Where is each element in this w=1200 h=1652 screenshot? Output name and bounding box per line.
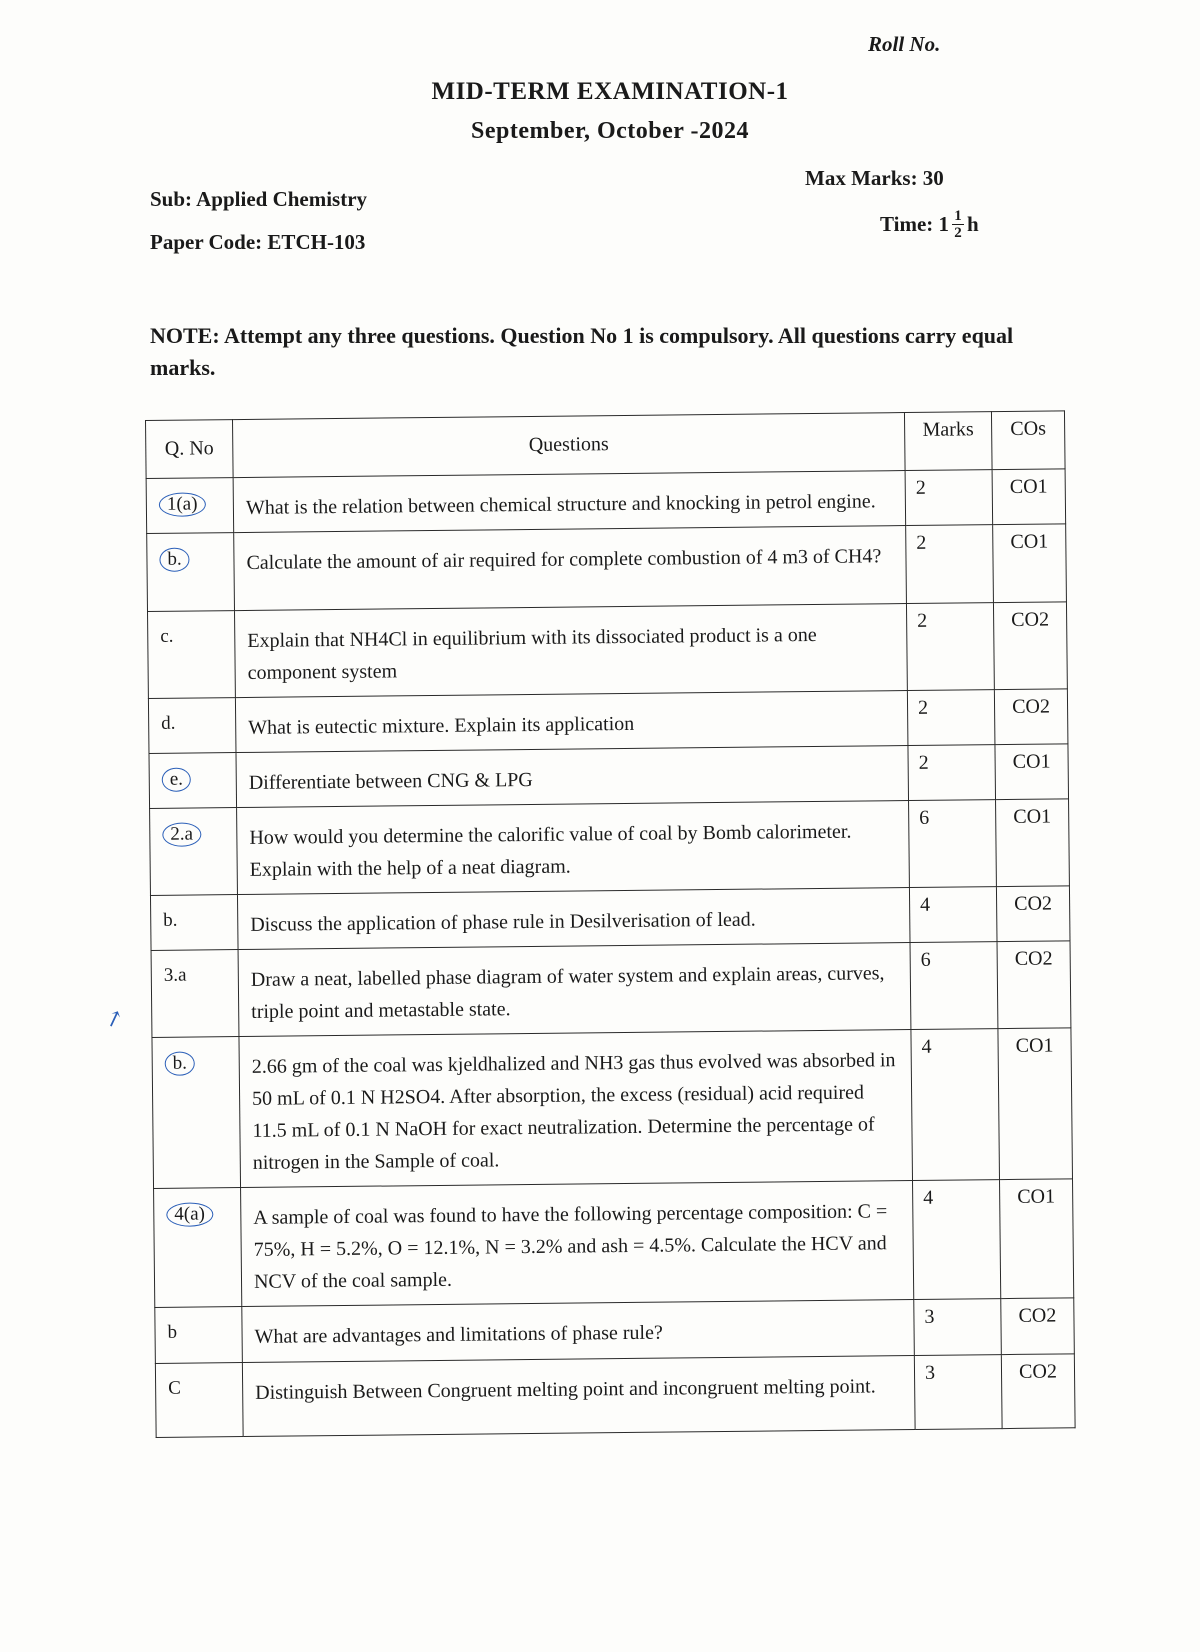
question-number-text: 3.a	[163, 964, 187, 986]
subject-label: Sub: Applied Chemistry	[150, 187, 368, 211]
question-co: CO2	[997, 941, 1071, 1029]
table-row	[154, 1179, 1074, 1308]
question-marks: 2	[906, 603, 994, 691]
question-number-text: 2.a	[162, 822, 201, 846]
question-co: CO2	[1001, 1298, 1075, 1355]
question-text: Distinguish Between Congruent melting point and incongruent melting point.	[242, 1355, 915, 1436]
question-number	[155, 1363, 243, 1438]
question-number-text: d.	[161, 712, 176, 734]
question-number-text: 1(a)	[159, 492, 206, 516]
question-co: CO2	[1001, 1354, 1075, 1429]
exam-title: MID-TERM EXAMINATION-1	[431, 78, 789, 105]
question-number-text: b	[167, 1321, 178, 1343]
question-co: CO1	[996, 799, 1070, 887]
table-row	[150, 799, 1070, 896]
question-text: Calculate the amount of air required for complete combustion of 4 m3 of CH4?	[234, 526, 907, 611]
question-number-text: b.	[159, 548, 189, 572]
question-co: CO2	[994, 689, 1068, 745]
pen-mark: ↗	[101, 1003, 127, 1034]
question-text: What are advantages and limitations of phase rule?	[242, 1299, 915, 1362]
question-marks: 2	[906, 525, 994, 604]
question-text: Differentiate between CNG & LPG	[236, 746, 909, 808]
header-marks: Marks	[904, 412, 992, 471]
question-number-text: e.	[162, 768, 191, 792]
table-row	[147, 524, 1067, 612]
questions-body	[146, 469, 1075, 1438]
table-header-row	[146, 411, 1066, 479]
time-fraction	[952, 208, 964, 241]
question-number-text: c.	[160, 625, 174, 647]
question-number	[155, 1307, 243, 1364]
question-number	[148, 611, 236, 699]
question-marks: 2	[907, 690, 995, 746]
question-text: Draw a neat, labelled phase diagram of water system and explain areas, curves, triple point and metastable state.	[238, 943, 911, 1037]
question-number	[151, 950, 239, 1038]
question-number-text: b.	[163, 909, 178, 931]
instructions-note: NOTE: Attempt any three questions. Question No 1 is compulsory. All questions carry equal marks.	[150, 323, 1014, 380]
table-row	[155, 1354, 1075, 1438]
question-text: What is the relation between chemical structure and knocking in petrol engine.	[233, 471, 906, 533]
header-questions: Questions	[233, 413, 906, 478]
table-row	[150, 886, 1070, 951]
table-row	[149, 744, 1069, 809]
question-co: CO1	[993, 524, 1067, 603]
question-marks: 2	[908, 745, 996, 801]
table-row	[155, 1298, 1075, 1364]
question-text: 2.66 gm of the coal was kjeldhalized and NH3 gas thus evolved was absorbed in 50 mL of 0.1 N H2SO4. After absorption, the excess (residual) acid required 11.5 mL of 0.1 N NaOH for exact neutralization. Determine the percentage of nitrogen in the Sample of coal.	[239, 1030, 913, 1188]
question-text: Discuss the application of phase rule in Desilverisation of lead.	[237, 888, 910, 950]
questions-table	[145, 410, 1076, 1438]
question-number-text: b.	[165, 1052, 195, 1076]
question-number	[146, 478, 234, 534]
question-number	[147, 533, 235, 612]
question-marks: 3	[914, 1355, 1002, 1430]
time-frac-den: 2	[954, 225, 962, 241]
question-number	[150, 808, 238, 896]
question-co: CO2	[993, 602, 1067, 690]
table-row	[148, 689, 1068, 754]
question-number	[149, 753, 237, 809]
table-row	[151, 941, 1071, 1038]
header-qno: Q. No	[146, 420, 234, 479]
question-marks: 6	[910, 942, 998, 1030]
table-row	[146, 469, 1066, 534]
time-frac-num: 1	[954, 208, 962, 224]
question-marks: 4	[909, 887, 997, 943]
time-unit: h	[967, 212, 979, 236]
question-co: CO1	[998, 1028, 1073, 1180]
roll-no-label: Roll No.	[868, 32, 941, 56]
question-text: Explain that NH4Cl in equilibrium with its dissociated product is a one component system	[235, 604, 908, 698]
table-row	[152, 1028, 1073, 1189]
exam-session: September, October -2024	[471, 118, 749, 144]
question-number-text: 4(a)	[166, 1202, 213, 1226]
question-marks: 4	[911, 1029, 1000, 1181]
question-number	[148, 698, 236, 754]
max-marks-label: Max Marks: 30	[805, 166, 944, 190]
table-row	[148, 602, 1068, 699]
question-marks: 4	[913, 1180, 1001, 1300]
question-number	[150, 895, 238, 951]
question-number	[154, 1188, 242, 1308]
time-label	[880, 208, 979, 241]
question-number-text: C	[168, 1377, 181, 1399]
question-marks: 2	[905, 470, 993, 526]
question-text: What is eutectic mixture. Explain its application	[235, 691, 908, 753]
question-text: A sample of coal was found to have the following percentage composition: C = 75%, H = 5.2%, O = 12.1%, N = 3.2% and ash = 4.5%. Calculate the HCV and NCV of the coal sample.	[241, 1181, 914, 1307]
question-co: CO2	[996, 886, 1070, 942]
paper-code-label: Paper Code: ETCH-103	[150, 230, 366, 254]
question-text: How would you determine the calorific value of coal by Bomb calorimeter. Explain with the help of a neat diagram.	[237, 801, 910, 895]
question-marks: 6	[909, 800, 997, 888]
question-co: CO1	[1000, 1179, 1074, 1299]
header-cos: COs	[991, 411, 1065, 470]
question-number	[152, 1037, 241, 1189]
question-co: CO1	[992, 469, 1066, 525]
time-whole: Time: 1	[880, 212, 950, 236]
question-co: CO1	[995, 744, 1069, 800]
question-marks: 3	[914, 1299, 1002, 1356]
